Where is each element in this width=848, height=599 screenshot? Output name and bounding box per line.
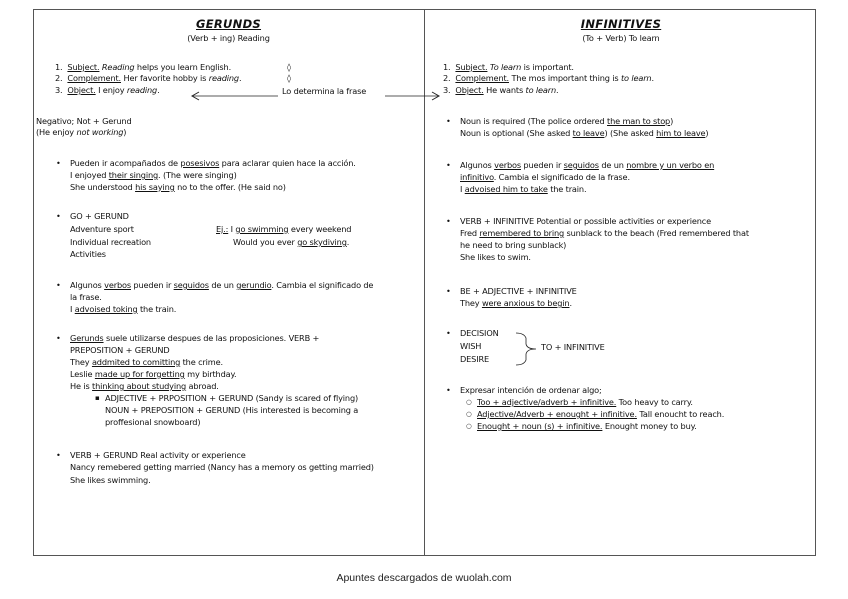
example-line: She understood his saying no to the offer. (He said no) <box>70 182 286 192</box>
gerund-list-item-1: 1. Subject. Reading helps you learn English. <box>55 62 232 72</box>
example-line: Noun is optional (She asked to leave) (She asked him to leave) <box>460 128 709 138</box>
category-line: Activities <box>70 249 106 259</box>
infinitives-column <box>428 9 814 44</box>
gerund-list-item-3: 3. Object. I enjoy reading. <box>55 85 160 95</box>
infinitives-title: INFINITIVES <box>580 17 662 31</box>
example-line: I advoised toking the train. <box>70 304 177 314</box>
example-line: Nancy remebered getting married (Nancy has a memory os getting married) <box>70 462 374 472</box>
example-line: She likes to swim. <box>460 252 531 262</box>
bullet-go-gerund: • GO + GERUND <box>70 211 129 222</box>
text-line: infinitivo. Cambia el significado de la frase. <box>460 172 630 182</box>
text-line: PREPOSITION + GERUND <box>70 345 170 355</box>
text-line: la frase. <box>70 292 102 302</box>
infinitives-subtitle: (To + Verb) To learn <box>582 33 660 43</box>
wish-item: WISH <box>460 341 482 351</box>
to-infinitive-result: TO + INFINITIVE <box>541 342 605 352</box>
bullet-verb-gerund: • VERB + GERUND Real activity or experience <box>70 450 246 461</box>
text-line: he need to bring sunblack) <box>460 240 567 250</box>
diamond-icon: ◊ <box>287 62 291 72</box>
gerunds-subtitle: (Verb + ing) Reading <box>187 33 270 43</box>
example-line: They addmited to comitting the crime. <box>70 357 223 367</box>
negative-rule: Negativo; Not + Gerund <box>36 116 132 126</box>
brace-icon <box>514 330 540 368</box>
category-line: Individual recreation <box>70 237 151 247</box>
bullet-verb-infinitive: • VERB + INFINITIVE Potential or possible activities or experience <box>460 216 711 227</box>
sub-bullet-enought: ○ Adjective/Adverb + enought + infinitive. Tall enoucht to reach. <box>477 409 724 420</box>
footer-source: Apuntes descargados de wuolah.com <box>336 572 512 584</box>
negative-example: (He enjoy not working) <box>36 127 127 137</box>
sub-bullet-noun: ○ Enought + noun (s) + infinitive. Enought money to buy. <box>477 421 697 432</box>
example-line: Ej.: I go swimming every weekend <box>216 224 352 234</box>
example-line: Leslie made up for forgetting my birthday. <box>70 369 237 379</box>
infinitive-list-item-3: 3. Object. He wants to learn. <box>443 85 559 95</box>
infinitive-list-item-2: 2. Complement. The mos important thing is to learn. <box>443 73 654 83</box>
example-line: Fred remembered to bring sunblack to the beach (Fred remembered that <box>460 228 749 238</box>
bullet-verbos-nombre: • Algunos verbos pueden ir seguidos de un nombre y un verbo en <box>460 160 714 171</box>
bullet-be-adjective: • BE + ADJECTIVE + INFINITIVE <box>460 286 577 297</box>
arrow-note: Lo determina la frase <box>282 86 367 96</box>
sub-bullet-too: ○ Too + adjective/adverb + infinitive. Too heavy to carry. <box>477 397 693 408</box>
bullet-noun-required: • Noun is required (The police ordered the man to stop) <box>460 116 673 127</box>
diamond-icon: ◊ <box>287 73 291 83</box>
sub-bullet-noun: NOUN + PREPOSITION + GERUND (His interested is becoming a <box>105 405 359 415</box>
example-line: I advoised him to take the train. <box>460 184 587 194</box>
example-line: They were anxious to begin. <box>460 298 572 308</box>
arrow-left-icon <box>190 91 280 101</box>
sub-bullet-adjective: ▪ ADJECTIVE + PRPOSITION + GERUND (Sandy is scared of flying) <box>105 393 358 404</box>
decision-item: • DECISION <box>460 328 499 339</box>
gerund-list-item-2: 2. Complement. Her favorite hobby is reading. <box>55 73 242 83</box>
bullet-preposition: • Gerunds suele utilizarse despues de las proposiciones. VERB + <box>70 333 319 344</box>
example-line: She likes swimming. <box>70 475 151 485</box>
bullet-verbos-gerundio: • Algunos verbos pueden ir seguidos de un gerundio. Cambia el significado de <box>70 280 373 291</box>
gerunds-title: GERUNDS <box>195 17 262 31</box>
infinitive-list-item-1: 1. Subject. To learn is important. <box>443 62 574 72</box>
example-line: Would you ever go skydiving. <box>233 237 350 247</box>
bullet-posesivos: • Pueden ir acompañados de posesivos para aclarar quien hace la acción. <box>70 158 356 169</box>
text-line: proffesional snowboard) <box>105 417 201 427</box>
gerunds-column <box>36 9 421 44</box>
example-line: I enjoyed their singing. (The were singing) <box>70 170 237 180</box>
desire-item: DESIRE <box>460 354 490 364</box>
example-line: He is thinking about studying abroad. <box>70 381 219 391</box>
category-line: Adventure sport <box>70 224 134 234</box>
bullet-expresar: • Expresar intención de ordenar algo; <box>460 385 602 396</box>
arrow-right-icon <box>385 91 443 101</box>
